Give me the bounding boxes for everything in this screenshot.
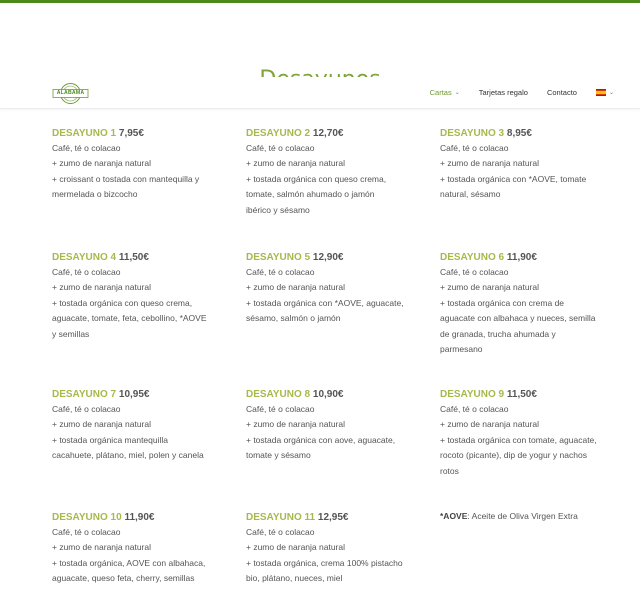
menu-item-desayuno-8 — [246, 388, 431, 464]
menu-item-line: + zumo de naranja natural — [52, 542, 151, 553]
menu-item-name: DESAYUNO 9 — [440, 389, 505, 400]
menu-item-line: natural, sésamo — [440, 189, 501, 200]
menu-item-line: + tostada orgánica, AOVE con albahaca, — [52, 557, 206, 568]
menu-item-line: + tostada orgánica, crema 100% pistacho — [246, 557, 403, 568]
main-nav — [411, 77, 614, 108]
menu-item-line: aguacate con albahaca y nueces, semilla — [440, 313, 596, 324]
footnote-term: *AOVE — [440, 511, 468, 521]
nav-item-label: Tarjetas regalo — [478, 88, 528, 97]
brand-logo[interactable] — [52, 82, 89, 105]
menu-item-line: tomate, salmón ahumado o jamón — [246, 189, 375, 200]
menu-item-desayuno-9 — [440, 388, 625, 479]
menu-item-line: tomate y sésamo — [246, 450, 311, 461]
menu-item-price: 11,50€ — [118, 252, 149, 263]
spain-flag-icon — [596, 89, 606, 96]
menu-item-name: DESAYUNO 8 — [246, 389, 311, 400]
menu-item-desayuno-3 — [440, 127, 625, 203]
nav-item-label: Contacto — [546, 88, 577, 97]
aove-footnote — [440, 511, 625, 521]
menu-item-line: + zumo de naranja natural — [246, 419, 345, 430]
menu-item-line: Café, té o colacao — [440, 267, 509, 277]
chevron-down-icon: ⌄ — [454, 90, 460, 96]
footnote-definition: : Aceite de Oliva Virgen Extra — [467, 511, 578, 521]
menu-item-line: + tostada orgánica con *AOVE, aguacate, — [246, 297, 404, 308]
menu-item-line: + zumo de naranja natural — [52, 419, 151, 430]
chevron-down-icon: ⌄ — [608, 90, 614, 96]
menu-item-line: + zumo de naranja natural — [440, 158, 539, 169]
menu-item-line: parmesano — [440, 344, 483, 355]
menu-item-line: Café, té o colacao — [246, 404, 315, 414]
menu-item-line: + zumo de naranja natural — [440, 419, 539, 430]
menu-item-line: + zumo de naranja natural — [440, 282, 539, 293]
menu-item-name: DESAYUNO 2 — [246, 128, 311, 139]
menu-item-line: Café, té o colacao — [52, 527, 121, 537]
menu-item-desayuno-2 — [246, 127, 431, 218]
menu-item-line: Café, té o colacao — [246, 527, 315, 537]
menu-item-line: Café, té o colacao — [440, 404, 509, 414]
menu-item-line: aguacate, tomate, feta, cebollino, *AOVE — [52, 313, 207, 324]
menu-item-name: DESAYUNO 3 — [440, 128, 505, 139]
menu-item-line: + croissant o tostada con mantequilla y — [52, 173, 200, 184]
menu-item-price: 12,95€ — [317, 512, 349, 523]
menu-item-line: + tostada orgánica con tomate, aguacate, — [440, 434, 597, 445]
menu-item-name: DESAYUNO 5 — [246, 252, 311, 263]
logo-text: ALABAMA — [56, 90, 85, 96]
menu-item-price: 12,90€ — [312, 252, 344, 263]
menu-item-line: + zumo de naranja natural — [52, 158, 151, 169]
menu-item-desayuno-6 — [440, 251, 625, 357]
menu-item-line: y semillas — [52, 328, 90, 339]
menu-item-price: 12,70€ — [312, 128, 344, 139]
menu-item-name: DESAYUNO 4 — [52, 252, 117, 263]
menu-item-line: Café, té o colacao — [246, 143, 315, 153]
menu-item-line: aguacate, queso feta, cherry, semillas — [52, 573, 195, 584]
menu-item-line: Café, té o colacao — [52, 143, 121, 153]
menu-item-line: Café, té o colacao — [52, 267, 121, 277]
menu-item-line: + tostada orgánica mantequilla — [52, 434, 169, 445]
menu-item-price: 10,95€ — [118, 389, 150, 400]
menu-item-price: 7,95€ — [118, 128, 144, 139]
menu-item-line: mermelada o bizcocho — [52, 189, 138, 200]
menu-item-desayuno-5 — [246, 251, 431, 327]
site-header — [0, 77, 640, 109]
menu-item-line: bio, plátano, nueces, miel — [246, 573, 343, 584]
language-selector[interactable] — [596, 89, 614, 96]
menu-item-desayuno-7 — [52, 388, 237, 464]
menu-item-line: Café, té o colacao — [440, 143, 509, 153]
menu-item-price: 8,95€ — [506, 128, 532, 139]
menu-item-name: DESAYUNO 11 — [246, 512, 316, 523]
menu-item-line: Café, té o colacao — [246, 267, 315, 277]
menu-item-line: + tostada orgánica con crema de — [440, 297, 565, 308]
menu-item-line: Café, té o colacao — [52, 404, 121, 414]
menu-item-line: + zumo de naranja natural — [52, 282, 151, 293]
menu-item-desayuno-11 — [246, 511, 431, 587]
nav-item-contacto[interactable] — [547, 88, 577, 97]
menu-item-line: ibérico y sésamo — [246, 204, 310, 215]
menu-item-desayuno-10 — [52, 511, 237, 587]
menu-item-line: + tostada orgánica con queso crema, — [246, 173, 387, 184]
menu-item-line: sésamo, salmón o jamón — [246, 313, 341, 324]
menu-item-name: DESAYUNO 10 — [52, 512, 122, 523]
menu-item-name: DESAYUNO 1 — [52, 128, 117, 139]
menu-item-price: 11,50€ — [506, 389, 537, 400]
menu-item-price: 10,90€ — [312, 389, 344, 400]
menu-item-desayuno-4 — [52, 251, 237, 342]
menu-item-line: de granada, trucha ahumada y — [440, 328, 556, 339]
menu-item-line: rotos — [440, 465, 459, 476]
menu-item-line: + zumo de naranja natural — [246, 282, 345, 293]
menu-item-desayuno-1 — [52, 127, 237, 203]
menu-item-price: 11,90€ — [124, 512, 155, 523]
menu-item-name: DESAYUNO 6 — [440, 252, 505, 263]
menu-item-line: + zumo de naranja natural — [246, 158, 345, 169]
menu-item-line: cacahuete, plátano, miel, polen y canela — [52, 450, 204, 461]
menu-item-line: rocoto (picante), dip de yogur y nachos — [440, 450, 587, 461]
menu-item-line: + tostada orgánica con queso crema, — [52, 297, 193, 308]
menu-item-price: 11,90€ — [506, 252, 537, 263]
menu-item-line: + zumo de naranja natural — [246, 542, 345, 553]
nav-item-cartas[interactable] — [430, 88, 460, 97]
top-accent-bar — [0, 0, 640, 3]
nav-item-tarjetas-regalo[interactable] — [479, 88, 528, 97]
menu-item-line: + tostada orgánica con aove, aguacate, — [246, 434, 396, 445]
nav-item-label: Cartas — [429, 88, 452, 97]
menu-item-name: DESAYUNO 7 — [52, 389, 117, 400]
menu-item-line: + tostada orgánica con *AOVE, tomate — [440, 173, 587, 184]
